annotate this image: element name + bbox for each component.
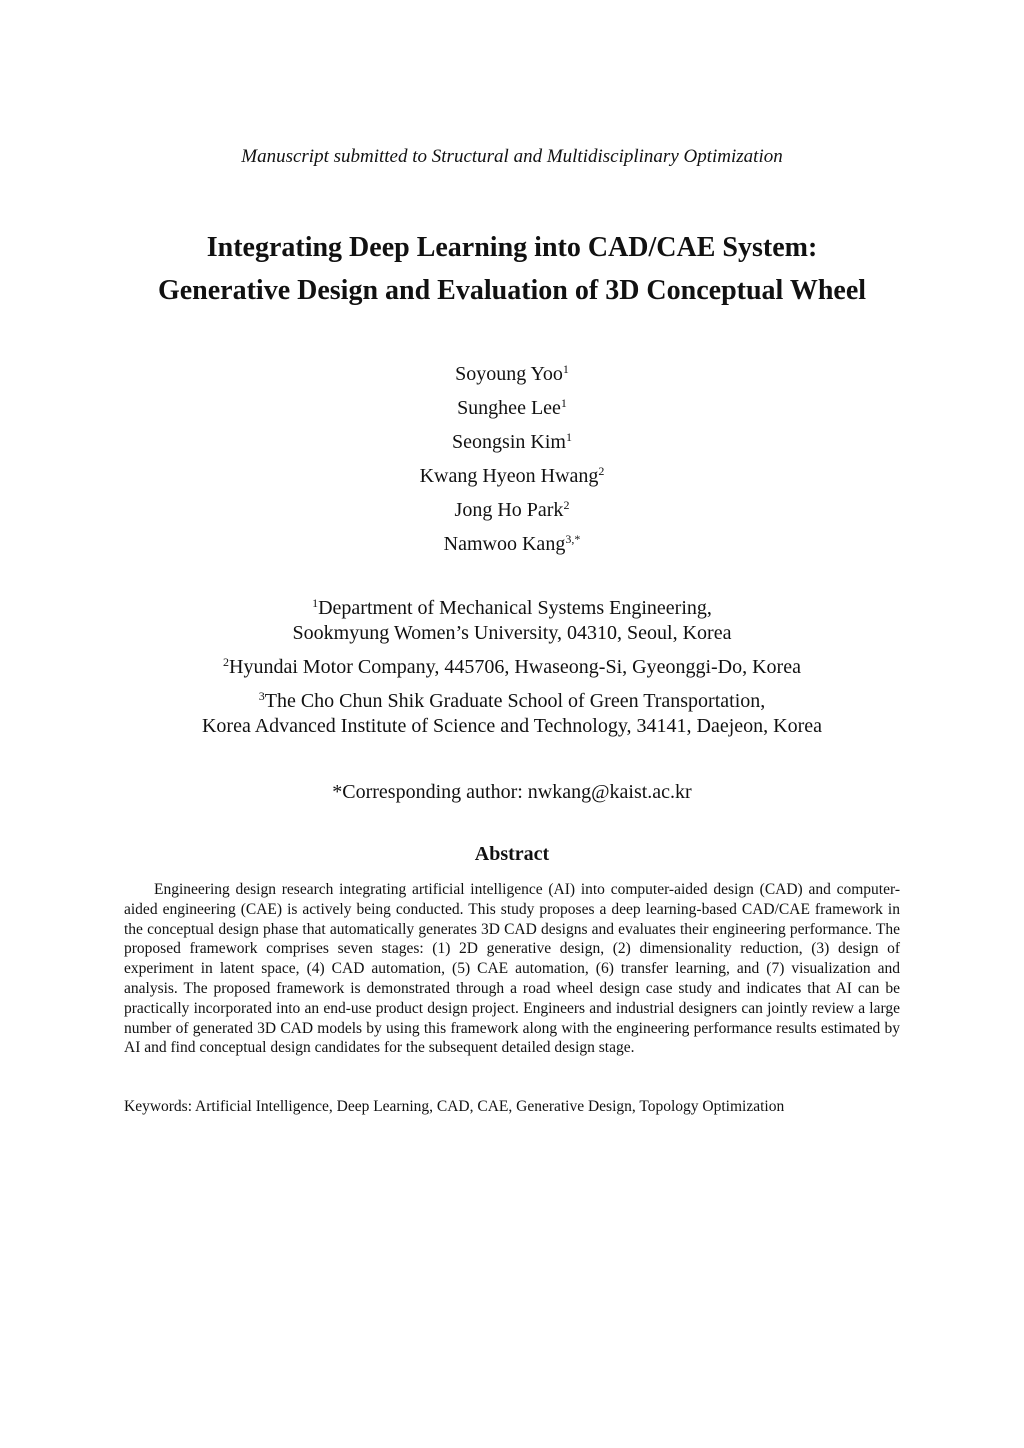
author: Sunghee Lee$^1$ bbox=[457, 396, 567, 419]
affiliation: $^1$Department of Mechanical Systems Engineering, Sookmyung Women’s University, 04310, Seoul, Korea bbox=[292, 596, 732, 644]
keywords: Keywords: Artificial Intelligence, Deep Learning, CAD, CAE, Generative Design, Topology Optimization bbox=[124, 1098, 785, 1115]
corresponding-author: *Corresponding author: nwkang@kaist.ac.kr bbox=[332, 781, 692, 803]
author: Namwoo Kang$^{3,*}$ bbox=[443, 532, 581, 555]
author-list bbox=[0, 357, 1024, 561]
paper-title bbox=[0, 226, 1024, 312]
title-line-1: Integrating Deep Learning into CAD/CAE System: bbox=[206, 232, 818, 263]
abstract-text: Engineering design research integrating artificial intelligence (AI) into computer-aided design (CAD) and computer-aided engineering (CAE) is actively being conducted. This study proposes a deep learning-based CAD/CAE framework in the conceptual design phase that automatically generates 3D CAD designs and evaluates their engineering performance. The proposed framework comprises seven stages: (1) 2D generative design, (2) dimensionality reduction, (3) design of experiment in latent space, (4) CAD automation, (5) CAE automation, (6) transfer learning, and (7) visualization and analysis. The proposed framework is demonstrated through a road wheel design case study and indicates that AI can be practically incorporated into an end-use product design project. Engineers and industrial designers can jointly review a large number of generated 3D CAD models by using this framework along with the engineering performance results estimated by AI and find conceptual design candidates for the subsequent detailed design stage. bbox=[124, 881, 900, 1057]
abstract-heading: Abstract bbox=[474, 843, 550, 865]
author: Seongsin Kim$^1$ bbox=[452, 430, 572, 453]
affiliation: $^3$The Cho Chun Shik Graduate School of Green Transportation, Korea Advanced Institute of Science and Technology, 34141, Daejeon, Korea bbox=[201, 689, 823, 737]
title-line-2: Generative Design and Evaluation of 3D Conceptual Wheel bbox=[157, 275, 867, 306]
affiliation-list bbox=[0, 596, 1024, 748]
manuscript-note: Manuscript submitted to Structural and Multidisciplinary Optimization bbox=[241, 146, 783, 167]
author: Kwang Hyeon Hwang$^2$ bbox=[419, 464, 605, 487]
author: Soyoung Yoo$^1$ bbox=[455, 362, 569, 385]
affiliation: $^2$Hyundai Motor Company, 445706, Hwaseong-Si, Gyeonggi-Do, Korea bbox=[223, 655, 801, 678]
author: Jong Ho Park$^2$ bbox=[454, 498, 570, 521]
abstract-body bbox=[124, 880, 900, 1058]
